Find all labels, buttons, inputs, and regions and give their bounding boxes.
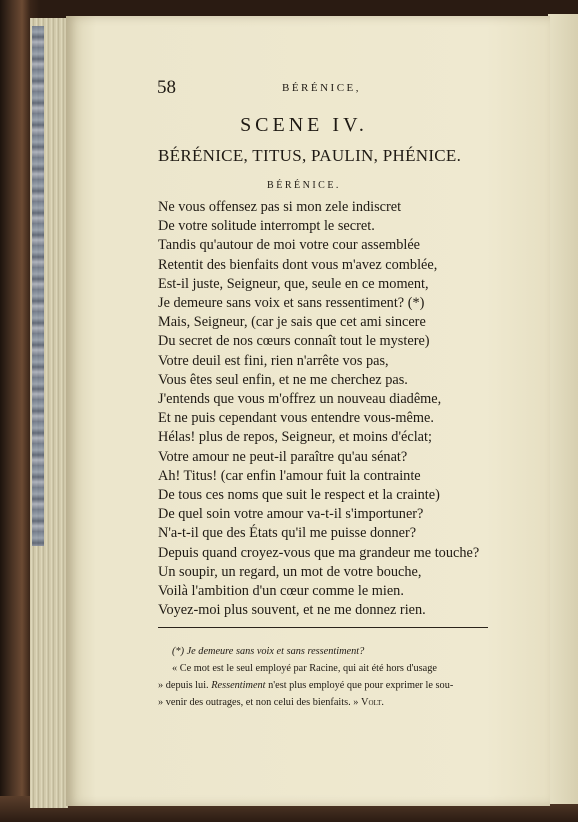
verse-line: J'entends que vous m'offrez un nouveau diadême, (158, 391, 442, 408)
footnote-line (158, 694, 498, 711)
page-number: 58 (157, 77, 176, 98)
verse-line: Un soupir, un regard, un mot de votre bouche, (158, 563, 422, 580)
verse-line: Ah! Titus! (car enfin l'amour fuit la contrainte (158, 467, 421, 484)
footnote-attribution: Volt. (361, 697, 385, 708)
footnote-quoted-verse: Je demeure sans voix et sans ressentiment? (186, 646, 365, 657)
verse-line: N'a-t-il que des États qu'il me puisse donner? (158, 525, 417, 542)
footnote-text: » depuis lui. (158, 680, 212, 691)
verse-line: Retentit des bienfaits dont vous m'avez comblée, (158, 256, 438, 273)
verse-line: De votre solitude interrompt le secret. (158, 218, 375, 235)
verse-line: De quel soin votre amour va-t-il s'importuner? (158, 506, 424, 523)
scene-characters: BÉRÉNICE, TITUS, PAULIN, PHÉNICE. (158, 146, 462, 165)
footnote-marker: (*) (172, 646, 185, 657)
verse-line: Et ne puis cependant vous entendre vous-même. (158, 410, 434, 427)
footnote-reference (158, 643, 498, 660)
marbled-endpaper (32, 26, 44, 546)
footnote-text: n'est plus employé que pour exprimer le sou- (265, 680, 454, 691)
running-head: BÉRÉNICE, (282, 82, 362, 94)
footnote-divider (158, 627, 488, 628)
verse-line: De tous ces noms que suit le respect et la crainte) (158, 487, 440, 504)
verse-line: Votre deuil est fini, rien n'arrête vos pas, (158, 352, 389, 369)
footnote-line (158, 677, 498, 694)
verse-line: Depuis quand croyez-vous que ma grandeur me touche? (158, 544, 480, 561)
footnote (158, 643, 498, 711)
verse-line: Du secret de nos cœurs connaît tout le mystere) (158, 333, 430, 350)
verse-line: Voilà l'ambition d'un cœur comme le mien. (158, 583, 404, 600)
verse-line: Vous êtes seul enfin, et ne me cherchez pas. (158, 371, 408, 388)
verse-line: Ne vous offensez pas si mon zele indiscret (158, 199, 402, 215)
verse-line: Hélas! plus de repos, Seigneur, et moins d'éclat; (158, 429, 432, 446)
footnote-text: » venir des outrages, et non celui des bienfaits. » (158, 697, 362, 708)
speaker-name: BÉRÉNICE. (267, 180, 341, 191)
verse-line: Votre amour ne peut-il paraître qu'au sénat? (158, 448, 408, 465)
verse-line: Mais, Seigneur, (car je sais que cet ami sincere (158, 314, 426, 331)
verse-line: Je demeure sans voix et sans ressentiment? (*) (158, 295, 425, 312)
footnote-line: « Ce mot est le seul employé par Racine, qui ait été hors d'usage (172, 663, 437, 674)
verse-line: Voyez-moi plus souvent, et ne me donnez rien. (158, 602, 426, 619)
verse-line: Est-il juste, Seigneur, que, seule en ce moment, (158, 275, 429, 292)
footnote-italic-term: Ressentiment (211, 680, 266, 691)
verse-block (158, 198, 508, 620)
verse-line: Tandis qu'autour de moi votre cour assemblée (158, 237, 421, 254)
scene-title: SCENE IV. (240, 114, 368, 136)
